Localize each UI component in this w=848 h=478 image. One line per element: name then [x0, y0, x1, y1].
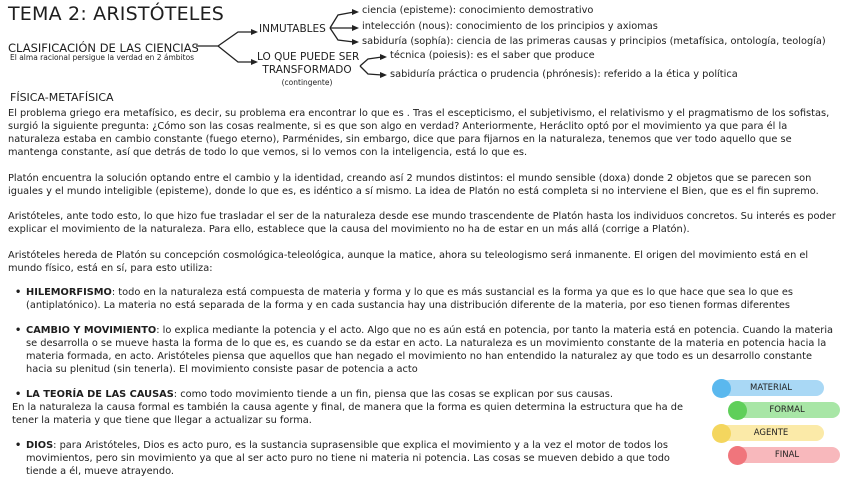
- paragraph-teleology: Aristóteles hereda de Platón su concepción cosmológica-teleológica, aunque la matice, ahora su teleologismo será inmanente. El origen del movimiento está en el mundo físico, está en sí, para esto utiliza:: [8, 250, 809, 274]
- diagram-branch-inmutables: INMUTABLES: [259, 23, 326, 35]
- bullet-term: CAMBIO Y MOVIMIENTO: [26, 325, 157, 336]
- cause-material-dot: [712, 379, 731, 398]
- arrow-inmutables-ciencia: [330, 12, 354, 28]
- bullet-text: : para Aristóteles, Dios es acto puro, es la sustancia suprasensible que explica el movimiento y a la vez el motor de todos los movimientos, pero sin movimiento ya que al ser acto puro no tiene ni materia ni potencia. Las cosas se mueven debido a que todo tiende a él, mueve atrayendo.: [26, 440, 670, 477]
- list-item-hilemorfismo: [26, 286, 838, 312]
- diagram-root-subtitle: El alma racional persigue la verdad en 2 ámbitos: [10, 53, 195, 62]
- bullet-term: HILEMORFISMO: [26, 287, 112, 298]
- diagram-root: CLASIFICACIÓN DE LAS CIENCIAS: [8, 41, 199, 55]
- arrow-root-transformado: [218, 46, 252, 62]
- arrow-inmutables-sabiduria: [330, 28, 354, 42]
- list-item-dios: [26, 439, 702, 478]
- paragraph-plato: Platón encuentra la solución optando entre el cambio y la identidad, creando así 2 mundos distintos: el mundo sensible (doxa) donde 2 objetos que se parecen son iguales y el mundo inteligible (episteme), donde lo que es, es idéntico a sí mismo. La idea de Platón no está completa si no interviene el Bien, que es el fin supremo.: [8, 173, 819, 197]
- bullet-text: : como todo movimiento tiende a un fin, piensa que las cosas se explican por sus causas.: [173, 389, 614, 400]
- bullet-term: LA TEORÍA DE LAS CAUSAS: [26, 389, 174, 400]
- cause-agente-dot: [712, 424, 731, 443]
- page-title: TEMA 2: ARISTÓTELES: [8, 3, 225, 25]
- cause-formal-dot: [728, 401, 747, 420]
- section-title: FÍSICA-METAFÍSICA: [10, 91, 114, 104]
- paragraph-aristotle-move: Aristóteles, ante todo esto, lo que hizo fue trasladar el ser de la naturaleza desde ese mundo trascendente de Platón hasta los individuos concretos. Su interés es poder explicar el movimiento de la naturaleza. Para ello, establece que la causa del movimiento no ha de estar en un más allá (corrige a Platón).: [8, 211, 836, 235]
- paragraph-metaphysics-problem: El problema griego era metafísico, es decir, su problema era encontrar lo que es . Tras el escepticismo, el subjetivismo, el relativismo y el pragmatismo de los sofistas, surgió la siguiente pregunta: ¿Cómo son las cosas realmente, si es que son algo en verdad? Anteriormente, Heráclito optó por el movimiento ya que para él la naturaleza estaba en cambio constante (fuego eterno), Parménides, sin embargo, dice que para fijarnos en la naturaleza, tenemos que ver todo aquello que se mantenga constante, así que detrás de todo lo que vemos, si lo vemos con la inteligencia, está lo que es.: [8, 108, 830, 158]
- bullet-term: DIOS: [26, 440, 54, 451]
- diagram-item-prudencia: sabiduría práctica o prudencia (phrónesis): referido a la ética y política: [390, 69, 738, 80]
- cause-final-dot: [728, 446, 747, 465]
- causes-continuation: En la naturaleza la causa formal es también la causa agente y final, de manera que la forma es quien determina la estructura que ha de tener la materia y que tiene que llegar a actualizar su forma.: [12, 402, 684, 426]
- diagram-branch-transformado-subtitle: (contingente): [281, 78, 333, 87]
- diagram-item-intelecion: intelección (nous): conocimiento de los principios y axiomas: [362, 21, 658, 32]
- cause-material: MATERIAL: [718, 380, 824, 396]
- bullet-text: : todo en la naturaleza está compuesta de materia y forma y lo que es más sustancial es la forma ya que es lo que hace que sea lo que es (antiplatónico). La materia no está separada de la forma y en cada sustancia hay una distribución diferente de la materia, por eso tienen formas diferentes: [26, 287, 793, 311]
- arrow-transformado-prudencia: [360, 66, 382, 75]
- list-item-cambio-movimiento: [26, 324, 838, 376]
- diagram-branch-transformado-line1: LO QUE PUEDE SER: [257, 51, 360, 63]
- arrow-transformado-tecnica: [360, 57, 382, 66]
- diagram-branch-transformado-line2: TRANSFORMADO: [262, 64, 352, 76]
- cause-formal: FORMAL: [734, 402, 840, 418]
- diagram-item-ciencia: ciencia (episteme): conocimiento demostrativo: [362, 5, 594, 16]
- bullet-text: : lo explica mediante la potencia y el acto. Algo que no es aún está en potencia, por tanto la materia está en potencia. Cuando la materia se desarrolla o se mueve hasta la forma de lo que es, es cuando se da estar en acto. La naturaleza es un movimiento constante de la materia en potencia hacia la materia formada, en acto. Aristóteles piensa que aquellos que han negado el movimiento no han entendido la naturalez ay que todo es un desarrollo constante hacia su plenitud (sin tenerla). El movimiento consiste pasar de potencia a acto: [26, 325, 834, 375]
- diagram-item-sabiduria: sabiduría (sophía): ciencia de las primeras causas y principios (metafísica, ontología, teología): [362, 36, 826, 47]
- list-item-teoria-causas: [26, 388, 706, 401]
- cause-agente: AGENTE: [718, 425, 824, 441]
- cause-final: FINAL: [734, 447, 840, 463]
- arrow-root-inmutables: [196, 32, 252, 46]
- diagram-item-tecnica: técnica (poiesis): es el saber que produce: [390, 50, 595, 61]
